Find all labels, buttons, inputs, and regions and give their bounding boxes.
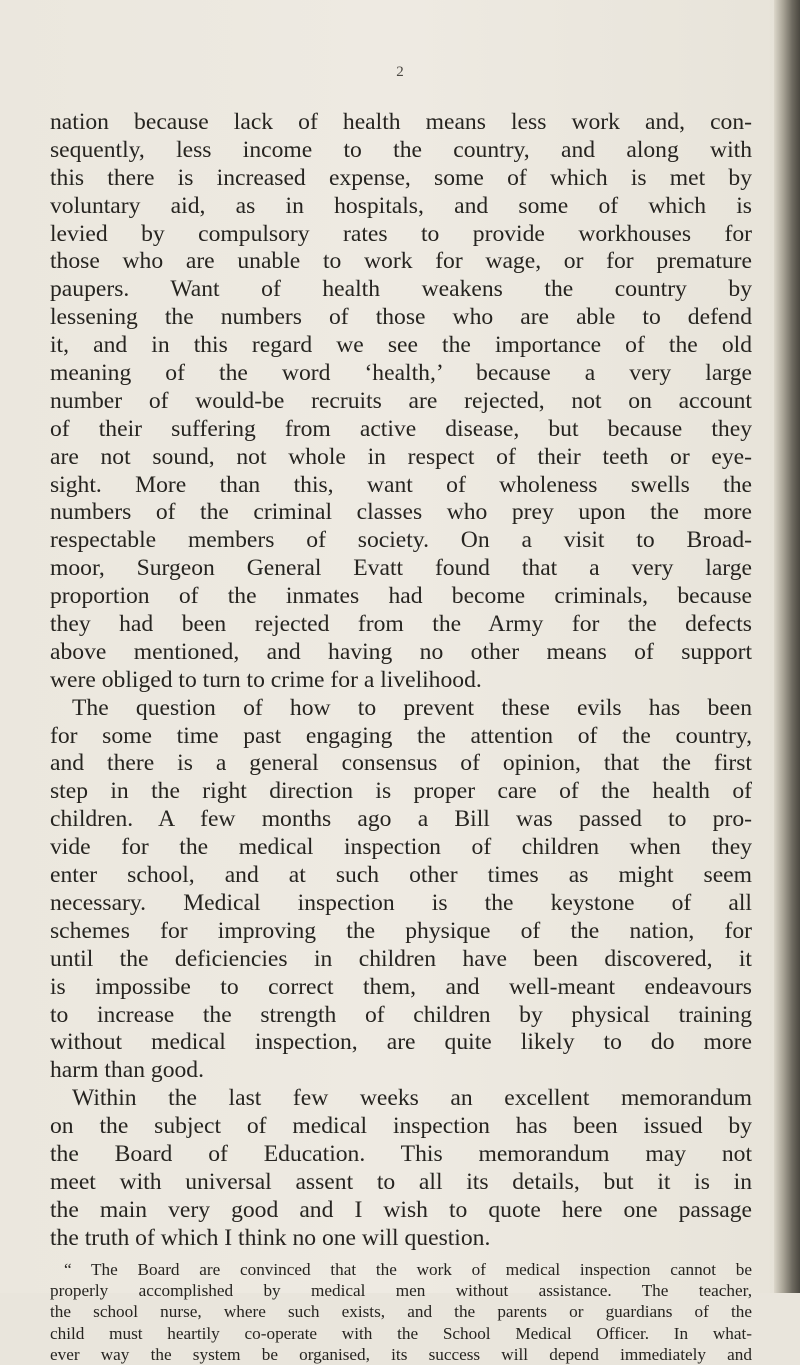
page-edge-shadow [774,0,800,1293]
text-line: nation because lack of health means less work and, con- [50,109,752,135]
text-line: number of would-be recruits are rejected, not on account [50,387,752,414]
text-line: they had been rejected from the Army for the defects [50,611,752,638]
text-line: levied by compulsory rates to provide workhouses for [50,220,752,247]
text-line: without medical inspection, are quite likely to do more [50,1029,752,1056]
text-line: were obliged to turn to crime for a livelihood. [50,666,482,693]
page-body [50,109,752,1365]
text-line: vide for the medical inspection of children when they [50,834,752,861]
text-line: are not sound, not whole in respect of their teeth or eye- [50,443,752,470]
text-line: children. A few months ago a Bill was passed to pro- [50,806,752,833]
text-line: The question of how to prevent these evils has been [72,694,752,721]
text-line: paupers. Want of health weakens the country by [50,276,752,303]
text-line: meaning of the word ‘health,’ because a very large [50,360,752,387]
text-line: of their suffering from active disease, but because they [50,415,752,442]
quote-line: the school nurse, where such exists, and the parents or guardians of the [50,1302,752,1322]
text-line: voluntary aid, as in hospitals, and some of which is [50,192,752,219]
quotation [50,1259,752,1365]
text-line: meet with universal assent to all its details, but it is in [50,1168,752,1195]
text-line: this there is increased expense, some of which is met by [50,164,752,191]
body-text [50,109,752,1253]
text-line: necessary. Medical inspection is the keystone of all [50,889,752,916]
text-line: the main very good and I wish to quote here one passage [50,1196,752,1223]
text-line: sight. More than this, want of wholeness swells the [50,471,752,498]
quote-line: properly accomplished by medical men without assistance. The teacher, [50,1280,752,1300]
text-line: lessening the numbers of those who are able to defend [50,304,752,331]
text-line: respectable members of society. On a visit to Broad- [50,527,752,554]
text-line: to increase the strength of children by physical training [50,1001,752,1028]
text-line: and there is a general consensus of opinion, that the first [50,750,752,777]
text-line: the Board of Education. This memorandum may not [50,1140,752,1167]
text-line: step in the right direction is proper care of the health of [50,778,752,805]
text-line: on the subject of medical inspection has been issued by [50,1113,752,1140]
text-line: those who are unable to work for wage, or for premature [50,248,752,275]
text-line: sequently, less income to the country, and along with [50,136,752,163]
text-line: above mentioned, and having no other means of support [50,638,752,665]
quote-line: child must heartily co-operate with the School Medical Officer. In what- [50,1323,752,1343]
text-line: is impossibe to correct them, and well-meant endeavours [50,973,752,1000]
text-line: enter school, and at such other times as might seem [50,862,752,889]
page-number: 2 [396,64,404,80]
text-line: harm than good. [50,1057,204,1084]
text-line: Within the last few weeks an excellent memorandum [72,1085,752,1112]
text-line: proportion of the inmates had become criminals, because [50,583,752,610]
text-line: for some time past engaging the attention of the country, [50,722,752,749]
quote-line: “ The Board are convinced that the work of medical inspection cannot be [64,1259,752,1279]
text-line: it, and in this regard we see the importance of the old [50,332,752,359]
text-line: schemes for improving the physique of the nation, for [50,917,752,944]
text-line: the truth of which I think no one will question. [50,1224,491,1251]
text-line: moor, Surgeon General Evatt found that a very large [50,555,752,582]
text-line: until the deficiencies in children have been discovered, it [50,945,752,972]
text-line: numbers of the criminal classes who prey upon the more [50,499,752,526]
quote-line: ever way the system be organised, its success will depend immediately and [50,1345,752,1365]
